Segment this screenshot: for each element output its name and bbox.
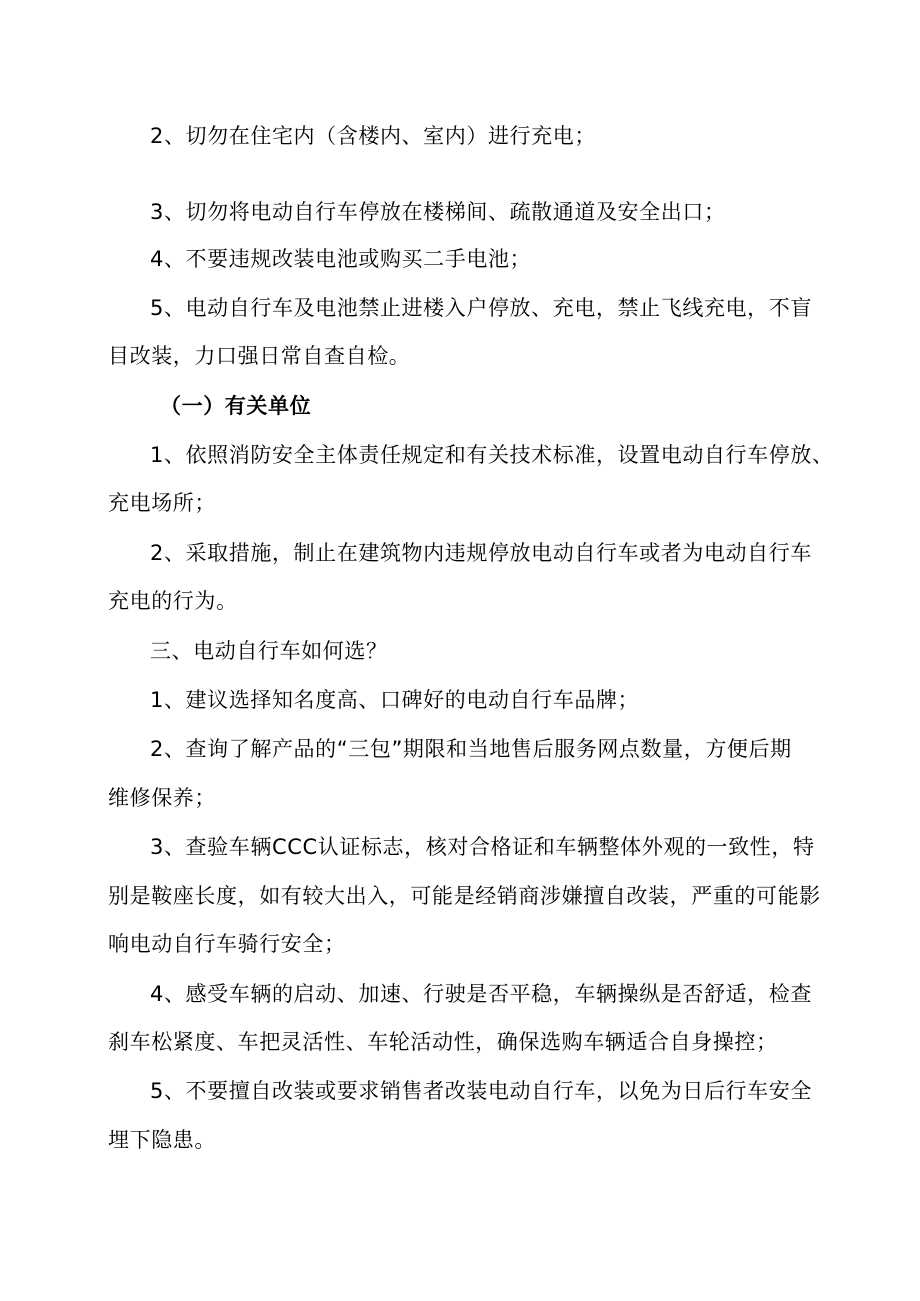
- units-item-2-line-1: 2、采取措施，制止在建筑物内违规停放电动自行车或者为电动自行车: [150, 541, 812, 565]
- choose-item-5-line-1: 5、不要擅自改装或要求销售者改装电动自行车，以免为日后行车安全: [150, 1079, 812, 1103]
- paragraph-item-4-battery: 4、不要违规改装电池或购买二手电池；: [150, 247, 532, 271]
- choose-item-5-line-2: 埋下隐患。: [108, 1128, 216, 1152]
- choose-item-4-line-1: 4、感受车辆的启动、加速、行驶是否平稳，车辆操纵是否舒适，检查: [150, 982, 812, 1006]
- choose-item-1: 1、建议选择知名度高、口碑好的电动自行车品牌；: [150, 688, 640, 712]
- choose-item-2-line-2: 维修保养；: [108, 786, 216, 810]
- units-item-2-line-2: 充电的行为。: [108, 589, 238, 613]
- units-item-1-line-2: 充电场所；: [108, 491, 216, 515]
- paragraph-item-3-parking: 3、切勿将电动自行车停放在楼梯间、疏散通道及安全出口；: [150, 200, 726, 224]
- paragraph-item-5-line-2: 目改装，力口强日常自查自检。: [108, 344, 411, 368]
- choose-item-3-line-2: 别是鞍座长度，如有较大出入，可能是经销商涉嫌擅自改装，严重的可能影: [108, 884, 821, 908]
- units-item-1-line-1: 1、依照消防安全主体责任规定和有关技术标准，设置电动自行车停放、: [150, 443, 834, 467]
- choose-item-2-line-1: 2、查询了解产品的“三包”期限和当地售后服务网点数量，方便后期: [150, 737, 792, 761]
- paragraph-item-2-charging: 2、切勿在住宅内（含楼内、室内）进行充电；: [150, 124, 596, 148]
- section-heading-how-to-choose: 三、电动自行车如何选？: [150, 639, 388, 663]
- paragraph-item-5-line-1: 5、电动自行车及电池禁止进楼入户停放、充电，禁止飞线充电，不盲: [150, 296, 812, 320]
- choose-item-4-line-2: 刹车松紧度、车把灵活性、车轮活动性，确保选购车辆适合自身操控；: [108, 1030, 778, 1054]
- choose-item-3-line-1: 3、查验车辆CCC认证标志，核对合格证和车辆整体外观的一致性，特: [150, 835, 815, 859]
- section-heading-units: （一）有关单位: [160, 394, 312, 418]
- choose-item-3-line-3: 响电动自行车骑行安全；: [108, 932, 346, 956]
